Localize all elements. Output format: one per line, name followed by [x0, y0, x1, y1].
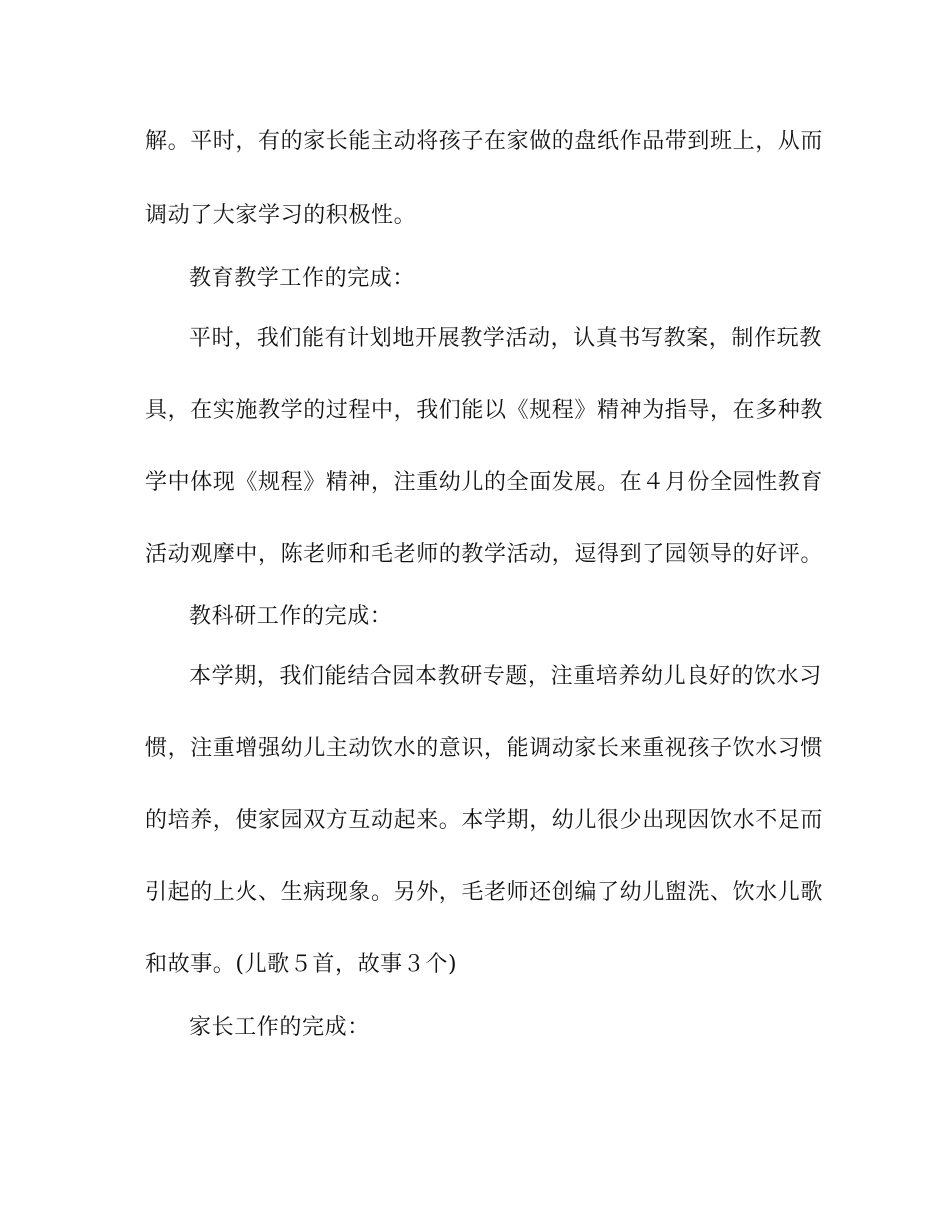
paragraph-line: 和故事。(儿歌５首，故事３个) — [145, 952, 458, 977]
paragraph-line: 解。平时，有的家长能主动将孩子在家做的盘纸作品带到班上，从而 — [145, 129, 824, 154]
section-heading-teaching: 教育教学工作的完成： — [189, 266, 416, 291]
section-heading-parents: 家长工作的完成： — [189, 1015, 370, 1040]
paragraph-line: 平时，我们能有计划地开展教学活动，认真书写教案，制作玩教 — [189, 326, 822, 351]
paragraph-line: 活动观摩中，陈老师和毛老师的教学活动，逗得到了园领导的好评。 — [145, 542, 824, 567]
paragraph-line: 学中体现《规程》精神，注重幼儿的全面发展。在４月份全园性教育 — [145, 470, 824, 495]
section-heading-research: 教科研工作的完成： — [189, 604, 393, 629]
paragraph-line: 调动了大家学习的积极性。 — [145, 203, 417, 228]
paragraph-line: 惯，注重增强幼儿主动饮水的意识，能调动家长来重视孩子饮水习惯 — [145, 736, 824, 761]
paragraph-line: 的培养，使家园双方互动起来。本学期，幼儿很少出现因饮水不足而 — [145, 808, 824, 833]
paragraph-line: 具，在实施教学的过程中，我们能以《规程》精神为指导，在多种教 — [145, 398, 824, 423]
paragraph-line: 本学期，我们能结合园本教研专题，注重培养幼儿良好的饮水习 — [189, 664, 822, 689]
paragraph-line: 引起的上火、生病现象。另外，毛老师还创编了幼儿盥洗、饮水儿歌 — [145, 880, 824, 905]
